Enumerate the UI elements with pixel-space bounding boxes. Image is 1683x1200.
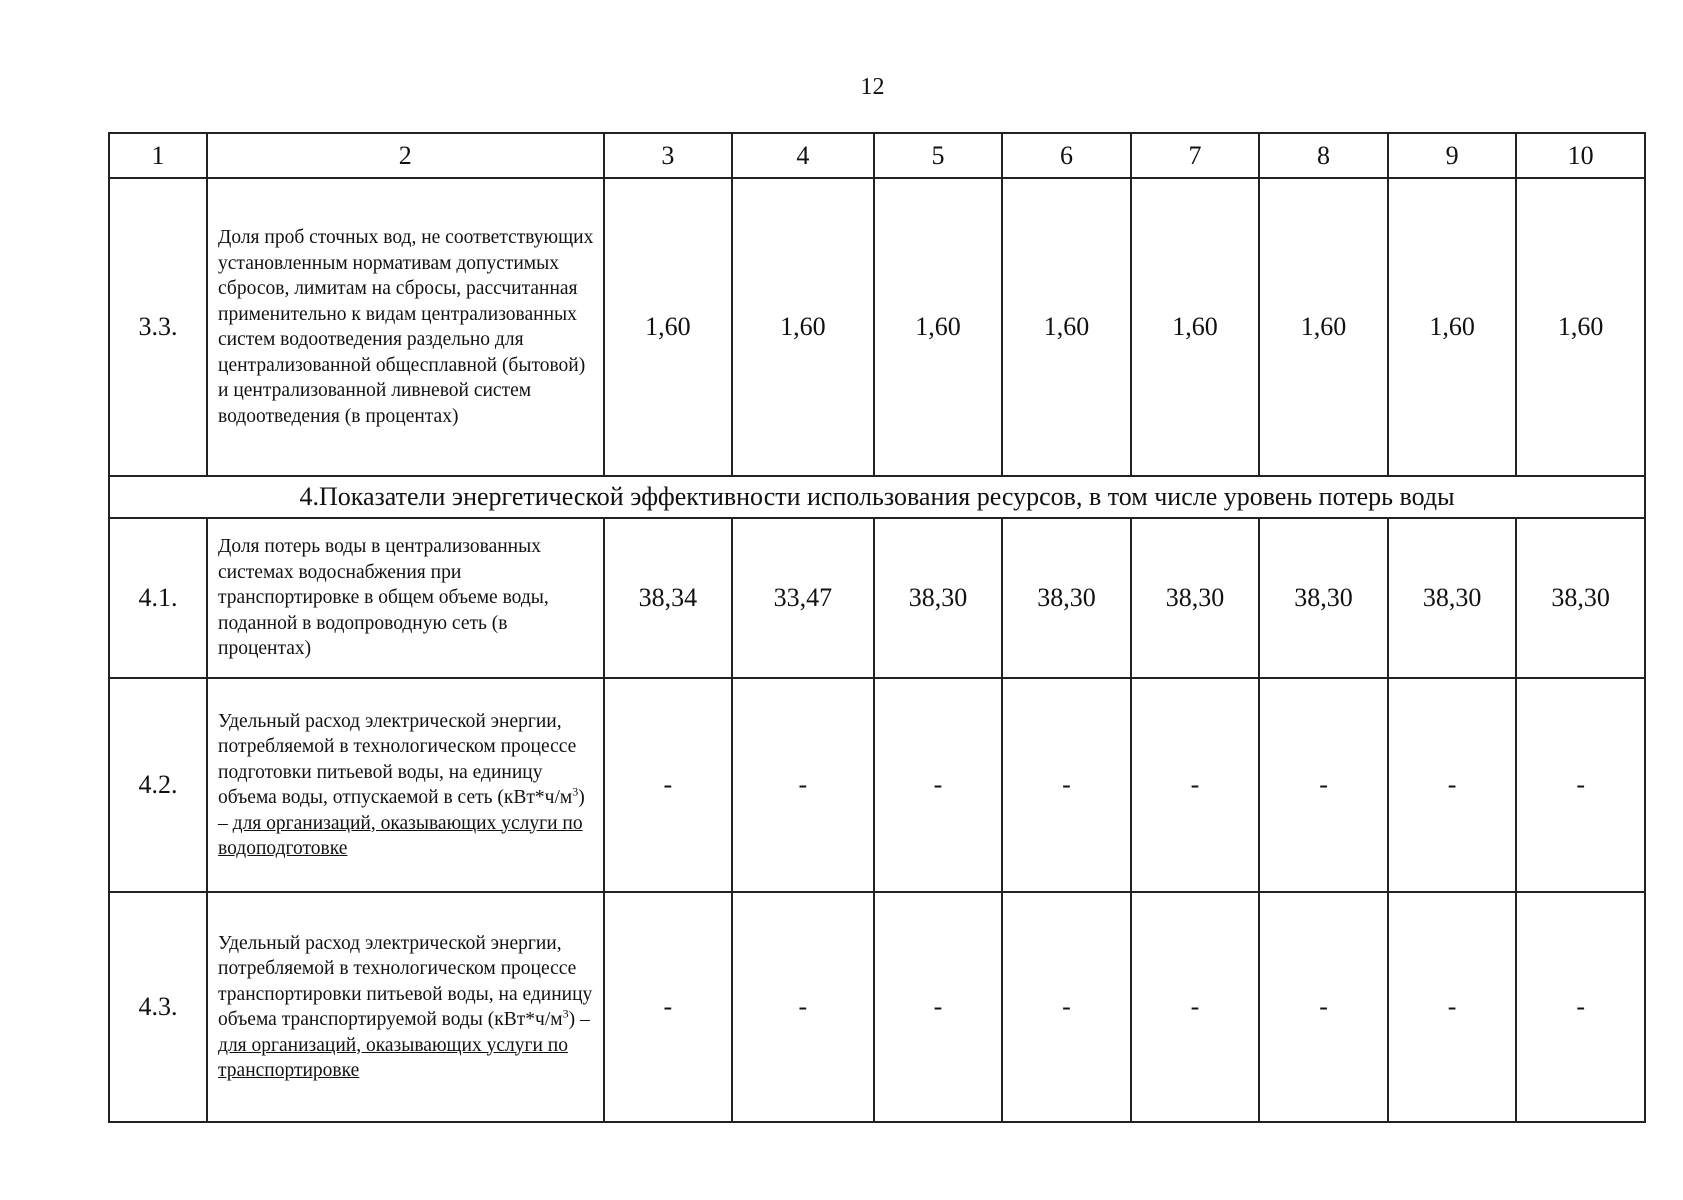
value-cell: 38,30: [1259, 518, 1388, 678]
unit-superscript: 3: [562, 1006, 569, 1021]
table-row: [109, 518, 1645, 678]
section-title: 4.Показатели энергетической эффективности использования ресурсов, в том числе уровень потерь воды: [109, 476, 1645, 518]
value-cell: 1,60: [1131, 178, 1260, 476]
header-cell: 9: [1388, 133, 1517, 178]
description-text-after: ) –: [218, 787, 585, 834]
value-cell: -: [1002, 678, 1131, 892]
header-cell: 3: [604, 133, 733, 178]
value-cell: -: [1131, 678, 1260, 892]
value-cell: 38,30: [1002, 518, 1131, 678]
value-cell: -: [1259, 892, 1388, 1122]
value-cell: 38,30: [874, 518, 1003, 678]
table-row: [109, 178, 1645, 476]
value-cell: -: [1516, 678, 1645, 892]
header-cell: 7: [1131, 133, 1260, 178]
header-cell: 6: [1002, 133, 1131, 178]
description-text: Удельный расход электрической энергии, потребляемой в технологическом процессе подготовки питьевой воды, на единицу объема воды, отпускаемой в сеть (кВт*ч/м: [218, 710, 577, 808]
header-cell: 5: [874, 133, 1003, 178]
header-cell: 2: [207, 133, 604, 178]
header-cell: 10: [1516, 133, 1645, 178]
value-cell: 38,30: [1516, 518, 1645, 678]
value-cell: 38,30: [1131, 518, 1260, 678]
value-cell: -: [874, 892, 1003, 1122]
row-id: 4.3.: [109, 892, 207, 1122]
value-cell: -: [874, 678, 1003, 892]
description-underlined: для организаций, оказывающих услуги по водоподготовке: [218, 812, 583, 859]
description-underlined: для организаций, оказывающих услуги по транспортировке: [218, 1034, 568, 1081]
value-cell: -: [1388, 892, 1517, 1122]
value-cell: -: [732, 678, 874, 892]
row-description: [207, 892, 604, 1122]
header-cell: 8: [1259, 133, 1388, 178]
table-row: [109, 678, 1645, 892]
value-cell: 1,60: [1388, 178, 1517, 476]
value-cell: -: [1516, 892, 1645, 1122]
row-id: 4.1.: [109, 518, 207, 678]
header-cell: 4: [732, 133, 874, 178]
value-cell: -: [732, 892, 874, 1122]
row-description: [207, 678, 604, 892]
value-cell: 1,60: [732, 178, 874, 476]
row-id: 4.2.: [109, 678, 207, 892]
value-cell: 1,60: [1002, 178, 1131, 476]
description-text: Удельный расход электрической энергии, потребляемой в технологическом процессе транспортировки питьевой воды, на единицу объема транспортируемой воды (кВт*ч/м: [218, 932, 593, 1030]
indicators-table: [108, 132, 1646, 1123]
value-cell: -: [1002, 892, 1131, 1122]
value-cell: 33,47: [732, 518, 874, 678]
description-text-after: ) –: [568, 1009, 590, 1030]
page-number: 12: [860, 74, 885, 100]
unit-superscript: 3: [572, 784, 579, 799]
value-cell: 1,60: [874, 178, 1003, 476]
row-description: Доля потерь воды в централизованных системах водоснабжения при транспортировке в общем объеме воды, поданной в водопроводную сеть (в процентах): [207, 518, 604, 678]
value-cell: -: [604, 892, 733, 1122]
row-description: Доля проб сточных вод, не соответствующих установленным нормативам допустимых сбросов, лимитам на сбросы, рассчитанная применительно к видам централизованных систем водоотведения раздельно для централизованной общесплавной (бытовой) и централизованной ливневой систем водоотведения (в процентах): [207, 178, 604, 476]
value-cell: -: [1388, 678, 1517, 892]
row-id: 3.3.: [109, 178, 207, 476]
section-header-row: [109, 476, 1645, 518]
header-row: [109, 133, 1645, 178]
value-cell: -: [1259, 678, 1388, 892]
value-cell: 1,60: [1259, 178, 1388, 476]
header-cell: 1: [109, 133, 207, 178]
table-row: [109, 892, 1645, 1122]
value-cell: -: [1131, 892, 1260, 1122]
value-cell: 38,30: [1388, 518, 1517, 678]
value-cell: 38,34: [604, 518, 733, 678]
value-cell: -: [604, 678, 733, 892]
value-cell: 1,60: [1516, 178, 1645, 476]
value-cell: 1,60: [604, 178, 733, 476]
